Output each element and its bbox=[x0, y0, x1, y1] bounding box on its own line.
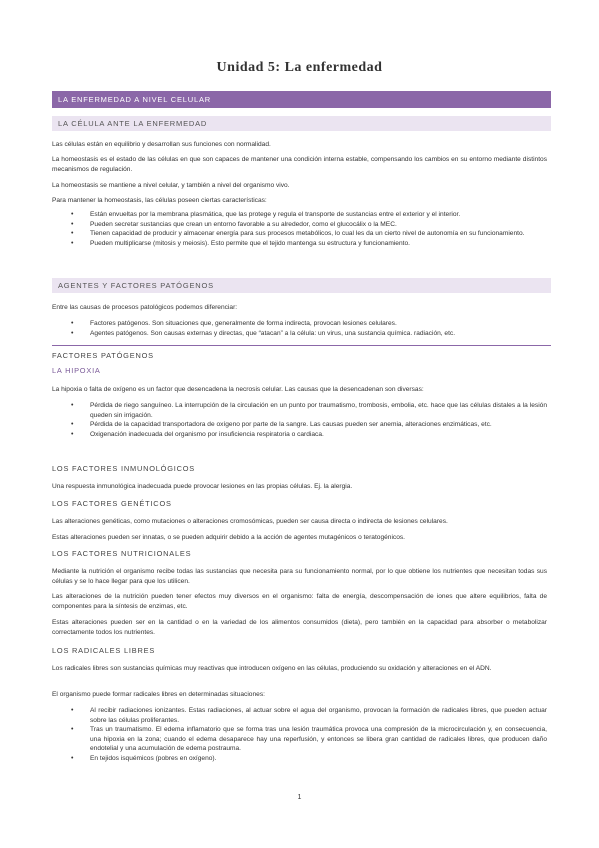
bullet-list bbox=[52, 401, 547, 439]
bullet-icon: • bbox=[71, 754, 74, 762]
paragraph: El organismo puede formar radicales libres en determinadas situaciones: bbox=[52, 691, 265, 698]
list-item: • Tienen capacidad de producir y almacenar energía para sus procesos metabólicos, lo cual les da un cierto nivel de autonomía en su funcionamiento. bbox=[71, 230, 525, 238]
list-item: • Factores patógenos. Son situaciones que, generalmente de forma indirecta, provocan lesiones celulares. bbox=[71, 320, 397, 327]
section-header: LA ENFERMEDAD A NIVEL CELULAR bbox=[52, 91, 551, 108]
paragraph: La homeostasis es el estado de las células en que son capaces de mantener una condición interna estable, compensando los cambios en su entorno mediante distintos mecanismos de regulación. bbox=[52, 156, 547, 173]
bullet-icon: • bbox=[71, 430, 74, 438]
paragraph: Para mantener la homeostasis, las células poseen ciertas características: bbox=[52, 197, 267, 204]
bullet-icon: • bbox=[71, 211, 74, 218]
section-heading: LOS FACTORES INMUNOLÓGICOS bbox=[52, 464, 196, 473]
bullet-icon: • bbox=[71, 402, 74, 409]
page-title: Unidad 5: La enfermedad bbox=[216, 60, 383, 75]
list-item: • Pueden multiplicarse (mitosis y meiosis). Esto permite que el tejido mantenga su estructura y funcionamiento. bbox=[71, 239, 410, 247]
paragraph: La hipoxia o falta de oxígeno es un factor que desencadena la necrosis celular. Las causas que la desencadenan son diversas: bbox=[52, 386, 424, 393]
bullet-icon: • bbox=[71, 707, 74, 714]
section-heading: LOS RADICALES LIBRES bbox=[52, 646, 156, 655]
list-item: • Pueden secretar sustancias que crean un entorno favorable a su alrededor, como el glucocálix o la MEC. bbox=[71, 220, 397, 228]
paragraph: Una respuesta inmunológica inadecuada puede provocar lesiones en las propias células. Ej. la alergia. bbox=[52, 483, 353, 490]
paragraph: Estas alteraciones pueden ser en la cantidad o en la variedad de los alimentos consumidos (dieta), pero también en la capacidad para absorber o metabolizar correctamente todos los nutrientes. bbox=[52, 619, 547, 636]
section-heading: FACTORES PATÓGENOS bbox=[52, 351, 154, 360]
paragraph: La homeostasis se mantiene a nivel celular, y también a nivel del organismo vivo. bbox=[52, 182, 290, 189]
bullet-list bbox=[52, 319, 547, 338]
bullet-list bbox=[52, 210, 547, 248]
paragraph: Las alteraciones de la nutrición pueden tener efectos muy diversos en el organismo: falta de energía, descompensación de iones que altere equilibrios, falta de componentes para la síntesis de enzimas, etc. bbox=[52, 593, 547, 610]
subsection-header: LA CÉLULA ANTE LA ENFERMEDAD bbox=[52, 116, 551, 131]
subsection-header: AGENTES Y FACTORES PATÓGENOS bbox=[52, 278, 551, 293]
list-item: • Están envueltas por la membrana plasmática, que las protege y regula el transporte de sustancias entre el exterior y el interior. bbox=[71, 211, 461, 218]
paragraph: Mediante la nutrición el organismo recibe todas las sustancias que necesita para su funcionamiento normal, por lo que obtiene los nutrientes que necesitan todas sus células y se lo hace llegar para que los utilicen. bbox=[52, 568, 547, 585]
paragraph: Las células están en equilibrio y desarrollan sus funciones con normalidad. bbox=[52, 141, 271, 148]
paragraph: Estas alteraciones pueden ser innatas, o se pueden adquirir debido a la acción de agentes mutagénicos o teratogénicos. bbox=[52, 534, 406, 541]
bullet-icon: • bbox=[71, 239, 74, 247]
bullet-icon: • bbox=[71, 329, 74, 337]
section-heading: LOS FACTORES GENÉTICOS bbox=[52, 499, 172, 508]
list-item: • Pérdida de riego sanguíneo. La interrupción de la circulación en un punto por traumatismo, trombosis, embolia, etc. hace que las células distales a la lesión queden sin irrigación. bbox=[71, 402, 547, 419]
list-item: • Oxigenación inadecuada del organismo por insuficiencia respiratoria o cardiaca. bbox=[71, 430, 324, 438]
bullet-icon: • bbox=[71, 230, 74, 238]
list-item: • Pérdida de la capacidad transportadora de oxígeno por parte de la sangre. Las causas pueden ser anemia, alteraciones enzimáticas, etc. bbox=[71, 421, 492, 429]
bullet-icon: • bbox=[71, 220, 74, 228]
list-item: • Tras un traumatismo. El edema inflamatorio que se forma tras una lesión traumática provoca una compresión de la microcirculación y, en consecuencia, una hipoxia en la zona; cuando el edema desaparece hay una reperfusión, y entonces se libera gran cantidad de radicales libres, que producen daño endotelial y una acumulación de edema postrauma. bbox=[71, 726, 547, 753]
bullet-icon: • bbox=[71, 320, 74, 327]
paragraph: Las alteraciones genéticas, como mutaciones o alteraciones cromosómicas, pueden ser causa directa o indirecta de lesiones celulares. bbox=[52, 518, 448, 525]
bullet-icon: • bbox=[71, 421, 74, 429]
paragraph: Entre las causas de procesos patológicos podemos diferenciar: bbox=[52, 304, 238, 311]
list-item: • Al recibir radiaciones ionizantes. Estas radiaciones, al actuar sobre el agua del organismo, provocan la formación de radicales libres, que pueden actuar sobre las células proliferantes. bbox=[71, 707, 547, 724]
list-item: • Agentes patógenos. Son causas externas y directas, que “atacan” a la célula: un virus, una sustancia química. radiación, etc. bbox=[71, 329, 456, 337]
list-item: • En tejidos isquémicos (pobres en oxígeno). bbox=[71, 754, 217, 762]
bullet-list bbox=[52, 706, 547, 764]
section-heading: LA HIPOXIA bbox=[52, 366, 101, 375]
page-number: 1 bbox=[297, 794, 302, 801]
section-heading: LOS FACTORES NUTRICIONALES bbox=[52, 549, 192, 558]
bullet-icon: • bbox=[71, 726, 74, 734]
divider bbox=[52, 345, 551, 346]
paragraph: Los radicales libres son sustancias químicas muy reactivas que introducen oxígeno en las células, produciendo su oxidación y alteraciones en el ADN. bbox=[52, 665, 492, 672]
